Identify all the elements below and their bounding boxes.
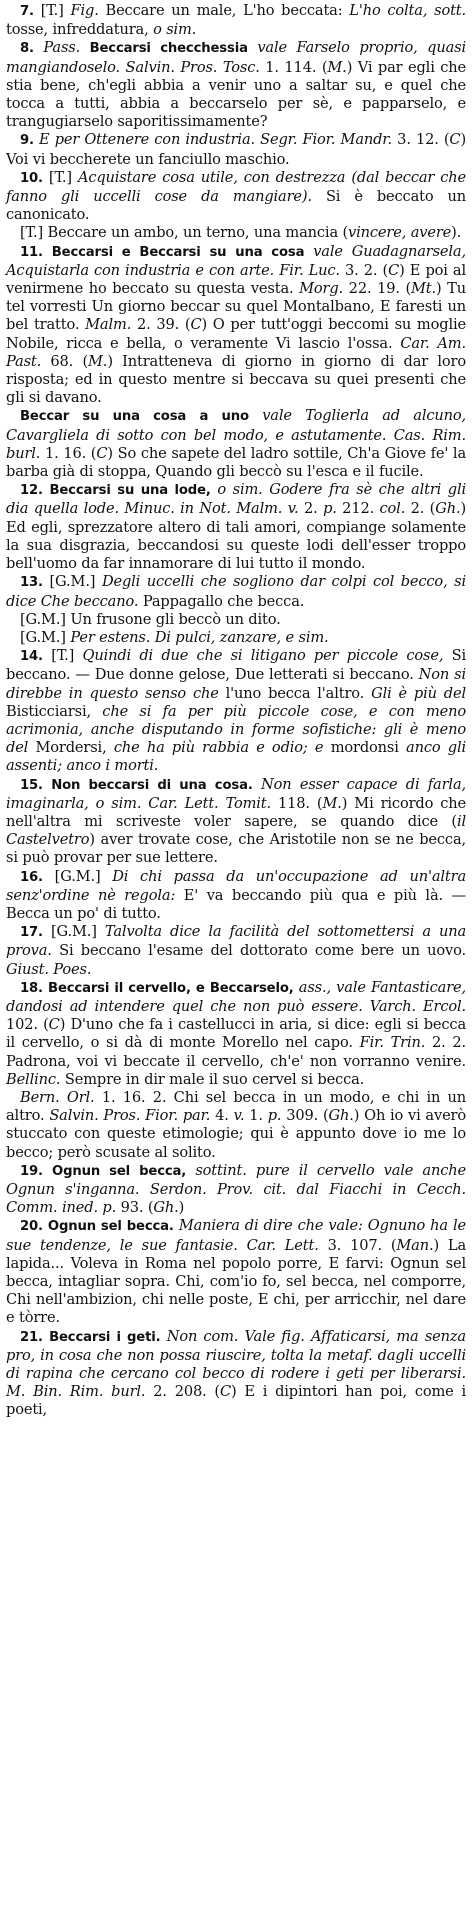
dictionary-entry bbox=[6, 868, 466, 924]
entry-lemma: Beccarsi checchessia bbox=[80, 41, 248, 57]
entry-italic-text: Gli è più del bbox=[371, 684, 466, 702]
entry-number: 15. bbox=[20, 777, 43, 793]
entry-text: E' va beccando più qua e più là. — Becca un po' di tutto. bbox=[6, 886, 466, 922]
entry-italic-text: Per estens. Di pulci, zanzare, e sim. bbox=[70, 628, 329, 646]
entry-number: 14. bbox=[20, 649, 43, 665]
entry-text: tosse, infreddatura, bbox=[6, 21, 154, 39]
entry-number: 11. bbox=[20, 244, 43, 260]
entry-italic-text: Fig. bbox=[70, 2, 99, 19]
entry-italic-text: v. bbox=[233, 1107, 245, 1125]
entry-text: ) E poi al venirmene ho beccato su questa vesta. bbox=[6, 261, 466, 298]
entry-italic-text: o sim. Godere fra sè che altri gli dia quella lode. Minuc. in Not. Malm. v. bbox=[6, 481, 466, 518]
entry-text: 1. 16. ( bbox=[40, 444, 97, 462]
entry-text: 118. ( bbox=[271, 794, 323, 812]
entry-italic-text: ass., vale Fantasticare, dandosi ad intendere quel che non può essere. Varch. Ercol. bbox=[6, 978, 466, 1015]
entry-italic-text: Quindi di due che si litigano per piccole cose, bbox=[82, 647, 444, 665]
entry-italic-text: Pass. bbox=[33, 39, 81, 57]
entry-text: Si è beccato un canonicato. bbox=[6, 188, 467, 224]
entry-italic-text: Malm. bbox=[85, 316, 132, 334]
entry-text: Bisticciarsi, bbox=[6, 702, 103, 720]
entry-number: 16. bbox=[20, 869, 43, 885]
entry-italic-text: C bbox=[48, 1016, 60, 1034]
entry-italic-text: M. bbox=[322, 794, 342, 812]
dictionary-entry bbox=[6, 1328, 466, 1420]
entry-number: 18. bbox=[20, 980, 43, 996]
entry-lemma: Beccarsi i geti. bbox=[42, 1329, 161, 1345]
entry-italic-text: Gh. bbox=[435, 500, 461, 518]
entry-number: 20. bbox=[20, 1219, 43, 1235]
entry-italic-text: che si fa per più piccole cose, e con meno acrimonia, anche disputando in forme sofistiche: gli è meno del bbox=[6, 702, 466, 757]
entry-italic-text: Non esser capace di farla, imaginarla, o sim. Car. Lett. Tomit. bbox=[6, 775, 466, 812]
entry-italic-text: col. bbox=[379, 500, 406, 518]
dictionary-entry bbox=[6, 573, 466, 610]
entry-italic-text: Giust. Poes. bbox=[6, 960, 92, 978]
dictionary-entry bbox=[6, 39, 466, 131]
entry-text: Si beccano. — Due donne gelose, Due letterati si beccano. bbox=[6, 647, 466, 684]
entry-text: [T.] bbox=[33, 2, 71, 19]
entry-italic-text: Di chi passa da un'occupazione ad un'altra senz'ordine nè regola: bbox=[6, 867, 466, 904]
entry-text: ) bbox=[178, 1199, 185, 1217]
entry-text: [T.] bbox=[42, 647, 83, 665]
entry-text: mordonsi bbox=[323, 739, 407, 757]
entry-text: ) So che sapete del ladro sottile, Ch'a Giove fe' la barba già di stoppa, Quando gli beccò su l'esca e il fucile. bbox=[6, 444, 466, 481]
entry-text: Mordersi, bbox=[28, 739, 114, 757]
entry-lemma: Ognun sel becca, bbox=[42, 1163, 187, 1179]
entry-text: 2. 2. Padrona, voi vi beccate il cervello, ch'e' non vorranno venire. bbox=[6, 1034, 466, 1070]
dictionary-entry bbox=[6, 629, 466, 647]
entry-lemma: Non beccarsi di una cosa. bbox=[42, 777, 253, 793]
dictionary-entry bbox=[6, 923, 466, 979]
entry-text: ) Voi vi beccherete un fanciullo maschio. bbox=[6, 131, 466, 168]
entry-text: Si beccano l'esame del dottorato come bere un uovo. bbox=[51, 942, 466, 960]
entry-italic-text: sottint. pure il cervello vale anche Ognun s'inganna. Serdon. Prov. cit. dal Fiacchi in Cecch. Comm. ined. p. bbox=[6, 1161, 466, 1217]
entry-number: 13. bbox=[20, 575, 43, 591]
dictionary-entry bbox=[6, 131, 466, 168]
entry-text: 2. bbox=[298, 500, 324, 518]
entry-text: ) Mi ricordo che nell'altra mi scriveste voler sapere, se quando dice ( bbox=[6, 794, 467, 830]
entry-italic-text: C bbox=[190, 316, 202, 334]
entry-italic-text: Mt. bbox=[411, 280, 436, 298]
entry-italic-text: Bellinc. bbox=[6, 1070, 61, 1088]
entry-lemma: Beccarsi e Beccarsi su una cosa bbox=[42, 244, 305, 260]
entry-text: Beccare un male, L'ho beccata: bbox=[98, 2, 350, 19]
entry-italic-text: Acquistare cosa utile, con destrezza (dal beccar che fanno gli uccelli cose da mangiare). bbox=[6, 168, 466, 206]
entry-text: 2. 208. ( bbox=[145, 1383, 220, 1401]
entry-number: 21. bbox=[20, 1329, 43, 1345]
entry-italic-text: che ha più rabbia e odio; e bbox=[113, 739, 324, 757]
entry-italic-text: Non com. Vale fig. Affaticarsi, ma senza pro, in cosa che non possa riuscire, tolta la metaf. dagli uccelli di rapina che cercano col becco di rodere i geti per liberarsi. M. Bin. Rim. burl. bbox=[6, 1327, 466, 1401]
entry-text: Sempre in dir male il suo cervel si becca. bbox=[60, 1070, 365, 1088]
entry-italic-text: Salvin. Pros. Fior. par. bbox=[49, 1107, 211, 1125]
entry-text: 2. ( bbox=[405, 500, 436, 518]
entry-italic-text: Fir. Trin. bbox=[359, 1034, 426, 1052]
entry-lemma: Beccarsi su una lode, bbox=[42, 483, 211, 499]
entry-text: 1. bbox=[244, 1107, 268, 1125]
entry-italic-text: Car. Am. Past. bbox=[6, 334, 466, 370]
entry-text: ) Intratteneva di giorno in giorno di dar loro risposta; ed in questo mentre si beccava su quei presenti che gli si davano. bbox=[6, 352, 466, 407]
dictionary-entry bbox=[6, 243, 466, 408]
entry-italic-text: C bbox=[219, 1383, 232, 1401]
entry-text: ) O per tutt'oggi beccomi su moglie Nobile, ricca e bella, o veramente Vi lascio l'ossa. bbox=[6, 316, 466, 352]
entry-text: [G.M.] Un frusone gli beccò un dito. bbox=[20, 610, 281, 628]
entry-text: ) Ed egli, sprezzatore altero di tali amori, compiange solamente la sua disgrazia, beccandosi su queste lodi dell'esser troppo bell'uomo da far innamorare di lui tutto il mondo. bbox=[6, 500, 467, 573]
entry-text: l'uno becca l'altro. bbox=[218, 684, 372, 702]
entry-text: ). bbox=[451, 224, 462, 242]
dictionary-entry bbox=[6, 224, 466, 242]
dictionary-entry bbox=[6, 611, 466, 629]
entry-text: 102. ( bbox=[6, 1016, 49, 1034]
entry-italic-text: Man. bbox=[396, 1236, 434, 1254]
entry-text: ) aver trovate cose, che Aristotile non se ne becca, si può provar per sue lettere. bbox=[6, 831, 466, 867]
entry-text: 1. 114. ( bbox=[259, 58, 328, 76]
entry-text: 2. 39. ( bbox=[131, 316, 191, 334]
entry-text: 22. 19. ( bbox=[343, 280, 411, 298]
entry-text: 3. 12. ( bbox=[392, 131, 450, 149]
entry-italic-text: Gh. bbox=[328, 1107, 354, 1125]
entry-number: 10. bbox=[20, 170, 43, 186]
entry-text: [T.] bbox=[42, 168, 78, 186]
entry-italic-text: Talvolta dice la facilità del sottomettersi a una prova. bbox=[6, 923, 467, 960]
entry-italic-text: il Castelvetro bbox=[6, 812, 466, 849]
entry-text: 4. bbox=[210, 1107, 234, 1125]
entry-number: 7. bbox=[20, 4, 34, 19]
entry-lemma: Beccarsi il cervello, e Beccarselo, bbox=[42, 980, 294, 996]
dictionary-entry bbox=[6, 2, 466, 39]
entry-text: ) E i dipintori han poi, come i poeti, bbox=[6, 1383, 466, 1419]
entry-italic-text: Gh. bbox=[153, 1199, 179, 1217]
entry-italic-text: Maniera di dire che vale: Ognuno ha le sue tendenze, le sue fantasie. Car. Lett. bbox=[6, 1217, 466, 1254]
entry-italic-text: Non si direbbe in questo senso che bbox=[6, 666, 466, 702]
dictionary-entry bbox=[6, 647, 466, 775]
entry-text: ) D'uno che fa i castellucci in aria, si dice: egli si becca il cervello, o si dà di monte Morello nel capo. bbox=[6, 1016, 466, 1052]
entry-italic-text: C bbox=[96, 444, 108, 462]
entry-text: [G.M.] bbox=[42, 923, 105, 941]
dictionary-entry bbox=[6, 169, 466, 225]
entry-text: ) La lapida... Voleva in Roma nel popolo porre, E farvi: Ognun sel becca, intagliar sopra. Chi, com'io fo, sel becca, nel comporre, Chi nell'ambizion, chi nelle poste, E chi, per arricchir, nel dare e tòrre. bbox=[6, 1236, 466, 1327]
entry-text: 68. ( bbox=[41, 352, 89, 370]
entry-text: Pappagallo che becca. bbox=[138, 592, 305, 610]
entry-italic-text: C bbox=[388, 261, 400, 279]
entry-italic-text: o sim. bbox=[153, 21, 197, 39]
dictionary-entry bbox=[6, 481, 466, 573]
entry-text: 93. ( bbox=[116, 1199, 154, 1217]
dictionary-entry bbox=[6, 1217, 466, 1327]
dictionary-entry bbox=[6, 1162, 466, 1218]
entry-text: [G.M.] bbox=[42, 867, 113, 885]
entry-text: [T.] Beccare un ambo, un terno, una mancia ( bbox=[20, 224, 349, 242]
entry-number: 17. bbox=[20, 925, 43, 941]
entry-italic-text: p. bbox=[323, 500, 337, 518]
entry-number: 19. bbox=[20, 1163, 43, 1179]
entry-italic-text: Bern. Orl. bbox=[20, 1088, 95, 1106]
entry-italic-text: M. bbox=[327, 58, 347, 76]
entry-text: 3. 2. ( bbox=[339, 261, 389, 279]
entry-text: ) Vi par egli che stia bene, ch'egli abbia a venir uno a saltar su, e quel che tocca a tutti, abbia a beccarselo per sè, e papparselo, e trangugiarselo saporitissimamente? bbox=[6, 58, 466, 131]
entry-italic-text: M. bbox=[88, 352, 108, 370]
entry-italic-text: p. bbox=[267, 1107, 282, 1125]
entry-italic-text: vale Guadagnarsela, Acquistarla con industria e con arte. Fir. Luc. bbox=[6, 242, 466, 279]
entry-number: 9. bbox=[20, 133, 34, 149]
dictionary-entry bbox=[6, 407, 466, 481]
entry-lemma: Beccar su una cosa a uno bbox=[20, 409, 249, 425]
entry-text: ) Oh io vi averò stuccato con queste etimologie; qui è appunto dove io me lo becco; però scusate al solito. bbox=[6, 1107, 467, 1161]
entry-italic-text: vincere, avere bbox=[348, 224, 452, 242]
entry-italic-text: C bbox=[449, 131, 461, 149]
entry-text: 3. 107. ( bbox=[318, 1236, 397, 1254]
entry-text: 1. 16. 2. Chi sel becca in un modo, e chi in un altro. bbox=[6, 1088, 467, 1125]
entry-italic-text: anco gli assenti; anco i morti. bbox=[6, 739, 466, 775]
dictionary-entry bbox=[6, 979, 466, 1089]
entry-number: 12. bbox=[20, 483, 43, 499]
entry-number: 8. bbox=[20, 41, 34, 57]
dictionary-entry bbox=[6, 1089, 466, 1162]
entry-text: [G.M.] bbox=[42, 573, 102, 591]
entry-italic-text: vale Farselo proprio, quasi mangiandoselo. Salvin. Pros. Tosc. bbox=[6, 39, 466, 76]
entry-italic-text: E per Ottenere con industria. Segr. Fior. Mandr. bbox=[33, 131, 393, 149]
entry-italic-text: vale Toglierla ad alcuno, Cavargliela di sotto con bel modo, e astutamente. Cas. Rim. burl. bbox=[6, 407, 466, 462]
entry-lemma: Ognun sel becca. bbox=[42, 1219, 174, 1235]
entry-text: [G.M.] bbox=[20, 628, 71, 646]
entry-text: 309. ( bbox=[281, 1107, 329, 1125]
entry-italic-text: Morg. bbox=[299, 280, 344, 298]
entry-text: 212. bbox=[336, 500, 380, 518]
entry-text: ) Tu tel vorresti Un giorno beccar su quel Montalbano, E faresti un bel tratto. bbox=[6, 280, 466, 334]
entry-italic-text: Degli uccelli che sogliono dar colpi col becco, si dice Che beccano. bbox=[6, 573, 466, 610]
dictionary-entry bbox=[6, 776, 466, 868]
entry-italic-text: L'ho colta, sott. bbox=[349, 2, 467, 19]
